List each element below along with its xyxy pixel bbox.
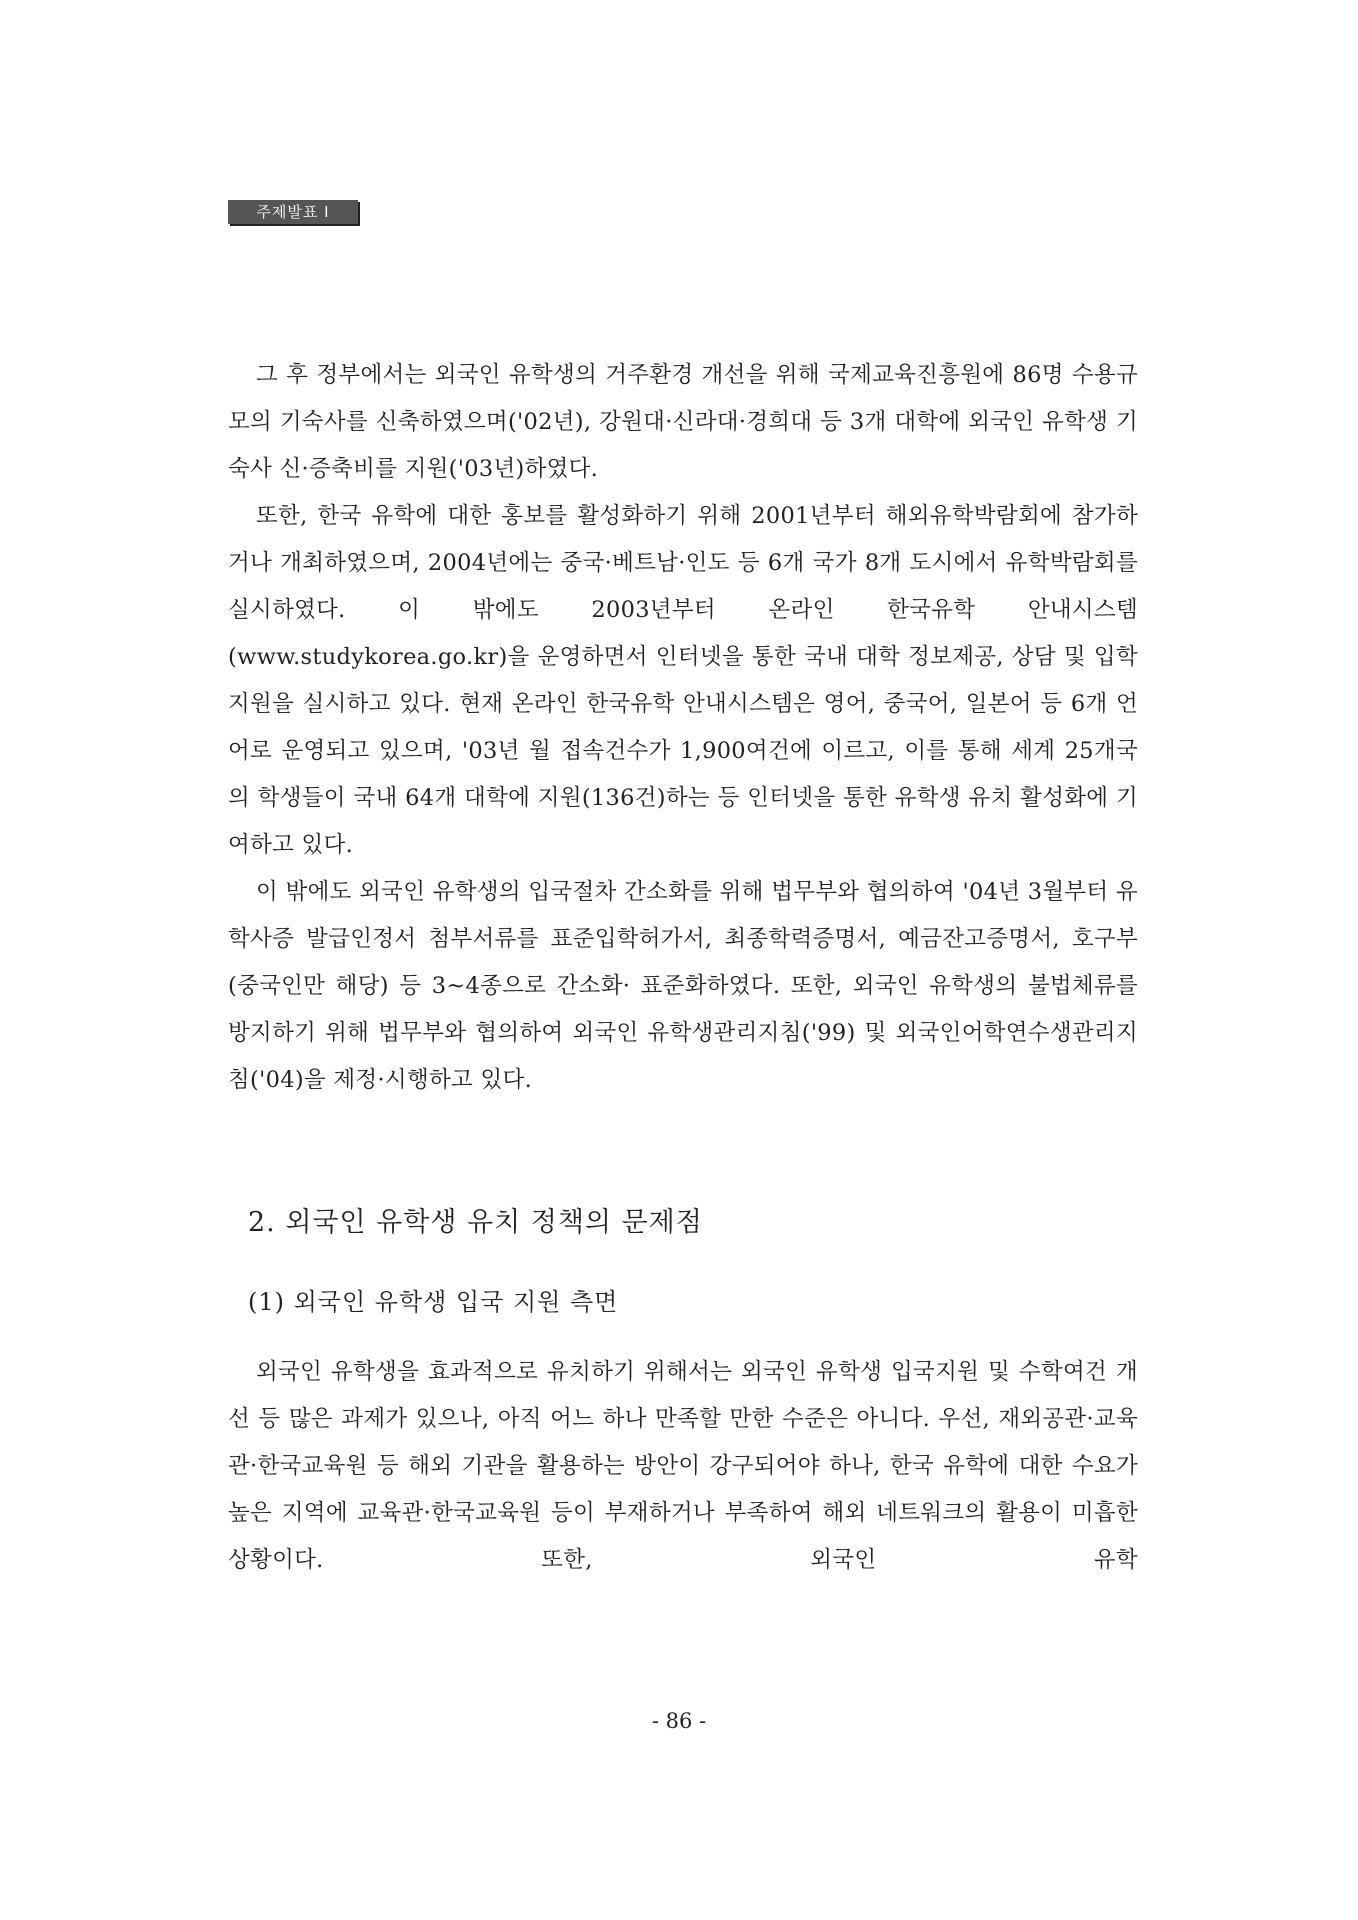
paragraph-immigration: 이 밖에도 외국인 유학생의 입국절차 간소화를 위해 법무부와 협의하여 '04년 3월부터 유학사증 발급인정서 첨부서류를 표준입학허가서, 최종학력증명서, 예금잔고증명서, 호구부(중국인만 해당) 등 3~4종으로 간소화· 표준화하였다. 또한, 외국인 유학생의 불법체류를 방지하기 위해 법무부와 협의하여 외국인 유학생관리지침('99) 및 외국인어학연수생관리지침('04)을 제정·시행하고 있다. [228,879,1138,1093]
paragraph-promotion: 또한, 한국 유학에 대한 홍보를 활성화하기 위해 2001년부터 해외유학박람회에 참가하거나 개최하였으며, 2004년에는 중국·베트남·인도 등 6개 국가 8개 도시에서 유학박람회를 실시하였다. 이 밖에도 2003년부터 온라인 한국유학 안내시스템(www.studykorea.go.kr)을 운영하면서 인터넷을 통한 국내 대학 정보제공, 상담 및 입학지원을 실시하고 있다. 현재 온라인 한국유학 안내시스템은 영어, 중국어, 일본어 등 6개 언어로 운영되고 있으며, '03년 월 접속건수가 1,900여건에 이르고, 이를 통해 세계 25개국의 학생들이 국내 64개 대학에 지원(136건)하는 등 인터넷을 통한 유학생 유치 활성화에 기여하고 있다. [228,503,1138,858]
subsection-heading: (1) 외국인 유학생 입국 지원 측면 [248,1288,619,1316]
paragraph-entry-support: 외국인 유학생을 효과적으로 유치하기 위해서는 외국인 유학생 입국지원 및 수학여건 개선 등 많은 과제가 있으나, 아직 어느 하나 만족할 만한 수준은 아니다. 우선, 재외공관·교육관·한국교육원 등 해외 기관을 활용하는 방안이 강구되어야 하나, 한국 유학에 대한 수요가 높은 지역에 교육관·한국교육원 등이 부재하거나 부족하여 해외 네트워크의 활용이 미흡한 상황이다. 또한, 외국인 유학 [228,1359,1138,1573]
section-tag: 주제발표 I [228,200,358,224]
body-text-top [228,352,1138,1104]
section-heading: 2. 외국인 유학생 유치 정책의 문제점 [248,1207,703,1238]
page-number: - 86 - [651,1709,707,1733]
paragraph-dormitory: 그 후 정부에서는 외국인 유학생의 거주환경 개선을 위해 국제교육진흥원에 86명 수용규모의 기숙사를 신축하였으며('02년), 강원대·신라대·경희대 등 3개 대학에 외국인 유학생 기숙사 신·증축비를 지원('03년)하였다. [228,362,1138,482]
body-text-bottom [228,1349,1138,1584]
